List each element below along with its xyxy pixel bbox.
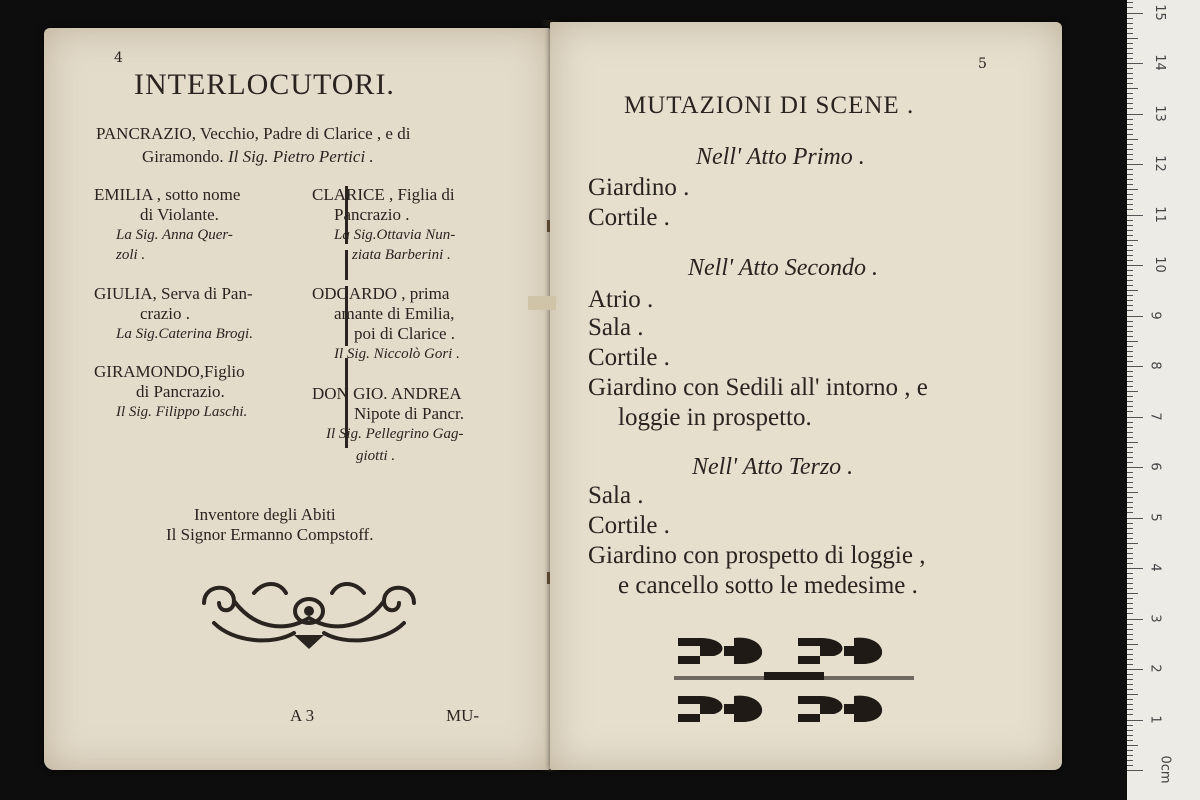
ruler-tick bbox=[1127, 725, 1133, 726]
ruler-tick bbox=[1127, 447, 1133, 448]
ruler-tick bbox=[1127, 417, 1143, 418]
ruler-tick bbox=[1127, 356, 1133, 357]
ruler-tick bbox=[1127, 740, 1133, 741]
ruler-tick bbox=[1127, 603, 1133, 604]
binding-thread bbox=[528, 296, 556, 310]
ruler-tick bbox=[1127, 437, 1133, 438]
ruler-tick bbox=[1127, 270, 1133, 271]
ruler-tick bbox=[1127, 553, 1133, 554]
column-divider bbox=[345, 250, 348, 280]
ruler-tick bbox=[1127, 215, 1143, 216]
ruler-tick bbox=[1127, 209, 1133, 210]
ruler-tick bbox=[1127, 659, 1133, 660]
ruler-label: 5 bbox=[1147, 512, 1163, 522]
scene-item: Giardino con Sedili all' intorno , e bbox=[588, 374, 928, 401]
ruler-tick bbox=[1127, 457, 1133, 458]
page-title: INTERLOCUTORI. bbox=[134, 68, 395, 101]
cast-role: Nipote di Pancr. bbox=[354, 404, 465, 423]
ruler-tick bbox=[1127, 709, 1133, 710]
ruler-tick bbox=[1127, 103, 1133, 104]
scene-item: Cortile . bbox=[588, 344, 670, 371]
scene-item: Sala . bbox=[588, 314, 644, 341]
ruler-tick bbox=[1127, 154, 1133, 155]
ruler-tick bbox=[1127, 38, 1138, 39]
ruler-tick bbox=[1127, 98, 1133, 99]
ruler-tick bbox=[1127, 629, 1133, 630]
ruler-tick bbox=[1127, 204, 1133, 205]
ruler-tick bbox=[1127, 174, 1133, 175]
ruler-tick bbox=[1127, 613, 1133, 614]
ruler-tick bbox=[1127, 58, 1133, 59]
ruler-tick bbox=[1127, 265, 1143, 266]
cast-performer: La Sig.Caterina Brogi. bbox=[116, 326, 253, 342]
ruler-tick bbox=[1127, 78, 1133, 79]
cast-entry-line: Giramondo. Il Sig. Pietro Pertici . bbox=[142, 147, 374, 166]
page-title: MUTAZIONI DI SCENE . bbox=[624, 92, 915, 119]
ruler-tick bbox=[1127, 310, 1133, 311]
ruler-label: 8 bbox=[1147, 361, 1163, 370]
ruler-tick bbox=[1127, 285, 1133, 286]
ruler-tick bbox=[1127, 664, 1133, 665]
ruler-tick bbox=[1127, 48, 1133, 49]
ruler-tick bbox=[1127, 563, 1133, 564]
ruler-tick bbox=[1127, 7, 1133, 8]
ruler-tick bbox=[1127, 477, 1133, 478]
ruler-label: 12 bbox=[1151, 155, 1167, 172]
binding-stitch bbox=[547, 572, 550, 584]
cast-role: di Pancrazio. bbox=[136, 382, 225, 401]
ruler-tick bbox=[1127, 432, 1133, 433]
ruler-tick bbox=[1127, 482, 1133, 483]
ruler-tick bbox=[1127, 245, 1133, 246]
ruler-tick bbox=[1127, 462, 1133, 463]
ruler-tick bbox=[1127, 336, 1133, 337]
ruler-tick bbox=[1127, 361, 1133, 362]
ruler-tick bbox=[1127, 164, 1143, 165]
ruler-tick bbox=[1127, 280, 1133, 281]
decorative-ornament bbox=[194, 573, 424, 651]
cast-performer: La Sig.Ottavia Nun- bbox=[334, 227, 456, 243]
ruler-tick bbox=[1127, 300, 1133, 301]
ruler-tick bbox=[1127, 654, 1133, 655]
ruler-tick bbox=[1127, 588, 1133, 589]
ruler-tick bbox=[1127, 235, 1133, 236]
ruler-tick bbox=[1127, 326, 1133, 327]
ruler-tick bbox=[1127, 583, 1133, 584]
ruler-tick bbox=[1127, 512, 1133, 513]
ruler-tick bbox=[1127, 18, 1133, 19]
scene-item: loggie in prospetto. bbox=[618, 404, 812, 431]
ruler-tick bbox=[1127, 295, 1133, 296]
page-number: 4 bbox=[114, 50, 123, 66]
ruler-tick bbox=[1127, 93, 1133, 94]
cast-name: EMILIA , sotto nome bbox=[94, 185, 241, 204]
ruler-tick bbox=[1127, 366, 1143, 367]
ruler-tick bbox=[1127, 255, 1133, 256]
ruler-tick bbox=[1127, 240, 1138, 241]
scene-item: Cortile . bbox=[588, 204, 670, 231]
ruler-tick bbox=[1127, 169, 1133, 170]
ruler-tick bbox=[1127, 23, 1133, 24]
ruler-tick bbox=[1127, 674, 1133, 675]
ruler-tick bbox=[1127, 88, 1138, 89]
cast-name: ODOARDO , prima bbox=[312, 284, 450, 303]
ruler-tick bbox=[1127, 720, 1143, 721]
ruler-tick bbox=[1127, 427, 1133, 428]
ruler-tick bbox=[1127, 396, 1133, 397]
cast-performer: La Sig. Anna Quer- bbox=[116, 227, 233, 243]
cast-performer: Il Sig. Niccolò Gori . bbox=[334, 346, 460, 362]
ruler-tick bbox=[1127, 401, 1133, 402]
ruler-tick bbox=[1127, 689, 1133, 690]
cast-performer: Il Sig. Filippo Laschi. bbox=[116, 404, 248, 420]
cast-role: di Violante. bbox=[140, 205, 219, 224]
ruler-tick bbox=[1127, 149, 1133, 150]
ruler-tick bbox=[1127, 184, 1133, 185]
catchword: MU- bbox=[446, 706, 480, 725]
ruler-tick bbox=[1127, 699, 1133, 700]
ruler-tick bbox=[1127, 422, 1133, 423]
ruler-tick bbox=[1127, 13, 1143, 14]
ruler-label: 4 bbox=[1147, 563, 1163, 572]
ruler-tick bbox=[1127, 159, 1133, 160]
ruler-tick bbox=[1127, 714, 1133, 715]
ruler-tick bbox=[1127, 704, 1133, 705]
ruler-tick bbox=[1127, 467, 1143, 468]
credit-line: Il Signor Ermanno Compstoff. bbox=[166, 525, 374, 544]
ruler-tick bbox=[1127, 442, 1138, 443]
ruler-label: 14 bbox=[1151, 54, 1167, 71]
ruler-tick bbox=[1127, 225, 1133, 226]
ruler-tick bbox=[1127, 230, 1133, 231]
ruler-label: 9 bbox=[1147, 310, 1163, 320]
ruler-tick bbox=[1127, 220, 1133, 221]
ruler-tick bbox=[1127, 391, 1138, 392]
ruler-label: 2 bbox=[1147, 664, 1163, 673]
ruler-tick bbox=[1127, 770, 1143, 771]
signature-mark: A 3 bbox=[290, 706, 315, 725]
ruler-tick bbox=[1127, 73, 1133, 74]
ruler-tick bbox=[1127, 452, 1133, 453]
ruler-tick bbox=[1127, 316, 1143, 317]
right-page bbox=[550, 22, 1062, 770]
ruler-tick bbox=[1127, 43, 1133, 44]
ruler-tick bbox=[1127, 108, 1133, 109]
ruler-tick bbox=[1127, 386, 1133, 387]
cast-role: poi di Clarice . bbox=[354, 324, 456, 343]
ruler-tick bbox=[1127, 371, 1133, 372]
ruler-tick bbox=[1127, 538, 1133, 539]
cast-performer: ziata Barberini . bbox=[352, 247, 451, 263]
act-heading: Nell' Atto Secondo . bbox=[688, 255, 878, 281]
ruler-label: 11 bbox=[1151, 205, 1167, 223]
ruler-tick bbox=[1127, 129, 1133, 130]
ruler-tick bbox=[1127, 331, 1133, 332]
scene-item: Atrio . bbox=[588, 286, 654, 313]
ruler-tick bbox=[1127, 68, 1133, 69]
ruler-tick bbox=[1127, 53, 1133, 54]
ruler-label: 7 bbox=[1147, 411, 1163, 421]
ruler-tick bbox=[1127, 745, 1138, 746]
ruler-tick bbox=[1127, 260, 1133, 261]
ruler-label: 3 bbox=[1147, 613, 1163, 623]
cast-role: amante di Emilia, bbox=[334, 304, 455, 323]
ruler-tick bbox=[1127, 487, 1133, 488]
ruler-tick bbox=[1127, 189, 1138, 190]
ruler-tick bbox=[1127, 765, 1133, 766]
ruler-tick bbox=[1127, 305, 1133, 306]
ruler-tick bbox=[1127, 507, 1133, 508]
ruler-tick bbox=[1127, 250, 1133, 251]
scene-item: Cortile . bbox=[588, 512, 670, 539]
ruler-tick bbox=[1127, 119, 1133, 120]
ruler-tick bbox=[1127, 502, 1133, 503]
ruler-tick bbox=[1127, 750, 1133, 751]
cast-name: DON GIO. ANDREA bbox=[312, 384, 462, 403]
act-heading: Nell' Atto Terzo . bbox=[692, 454, 854, 480]
ruler-label: 10 bbox=[1151, 256, 1167, 273]
ruler-tick bbox=[1127, 624, 1133, 625]
ruler-tick bbox=[1127, 735, 1133, 736]
cast-role: Pancrazio . bbox=[334, 205, 410, 224]
ruler-label: 0cm bbox=[1157, 755, 1173, 784]
ruler-tick bbox=[1127, 194, 1133, 195]
ruler-tick bbox=[1127, 124, 1133, 125]
ruler-tick bbox=[1127, 634, 1133, 635]
ruler-tick bbox=[1127, 2, 1133, 3]
ruler-tick bbox=[1127, 518, 1143, 519]
ruler-tick bbox=[1127, 341, 1138, 342]
credit-line: Inventore degli Abiti bbox=[194, 505, 336, 524]
ruler-tick bbox=[1127, 275, 1133, 276]
ruler-tick bbox=[1127, 114, 1143, 115]
ruler-tick bbox=[1127, 33, 1133, 34]
ruler-tick bbox=[1127, 593, 1138, 594]
cast-entry-line: PANCRAZIO, Vecchio, Padre di Clarice , e di bbox=[96, 124, 411, 143]
ruler-label: 1 bbox=[1147, 714, 1163, 724]
ruler-tick bbox=[1127, 321, 1133, 322]
ruler-tick bbox=[1127, 411, 1133, 412]
ruler-label: 6 bbox=[1147, 462, 1163, 471]
ruler-tick bbox=[1127, 381, 1133, 382]
ruler-tick bbox=[1127, 528, 1133, 529]
ruler-tick bbox=[1127, 139, 1138, 140]
binding-stitch bbox=[547, 220, 550, 232]
ruler-tick bbox=[1127, 755, 1133, 756]
ruler-tick bbox=[1127, 523, 1133, 524]
ruler-tick bbox=[1127, 472, 1133, 473]
left-page bbox=[44, 28, 550, 770]
ruler-tick bbox=[1127, 608, 1133, 609]
cast-performer: zoli . bbox=[116, 247, 146, 263]
ruler-tick bbox=[1127, 568, 1143, 569]
ruler-label: 13 bbox=[1151, 104, 1167, 122]
cast-role: crazio . bbox=[140, 304, 191, 323]
ruler-tick bbox=[1127, 598, 1133, 599]
ruler-tick bbox=[1127, 179, 1133, 180]
decorative-ornament bbox=[674, 632, 914, 734]
ruler-tick bbox=[1127, 558, 1133, 559]
act-heading: Nell' Atto Primo . bbox=[696, 144, 865, 170]
ruler-tick bbox=[1127, 346, 1133, 347]
ruler-tick bbox=[1127, 543, 1138, 544]
scene-item: Giardino . bbox=[588, 174, 690, 201]
ruler-tick bbox=[1127, 548, 1133, 549]
ruler-tick bbox=[1127, 694, 1138, 695]
cast-name: GIULIA, Serva di Pan- bbox=[94, 284, 253, 303]
ruler-tick bbox=[1127, 63, 1143, 64]
ruler-tick bbox=[1127, 406, 1133, 407]
ruler-tick bbox=[1127, 684, 1133, 685]
ruler-tick bbox=[1127, 83, 1133, 84]
cast-performer: giotti . bbox=[356, 448, 396, 464]
ruler-tick bbox=[1127, 639, 1133, 640]
scene-item: Sala . bbox=[588, 482, 644, 509]
ruler-tick bbox=[1127, 290, 1138, 291]
ruler-label: 15 bbox=[1151, 3, 1167, 21]
ruler-tick bbox=[1127, 492, 1138, 493]
cast-name: CLARICE , Figlia di bbox=[312, 185, 455, 204]
ruler-tick bbox=[1127, 669, 1143, 670]
ruler-tick bbox=[1127, 573, 1133, 574]
ruler-tick bbox=[1127, 679, 1133, 680]
ruler-tick bbox=[1127, 497, 1133, 498]
ruler-tick bbox=[1127, 351, 1133, 352]
measurement-ruler bbox=[1127, 0, 1200, 800]
ruler-tick bbox=[1127, 134, 1133, 135]
ruler-tick bbox=[1127, 533, 1133, 534]
cast-name: GIRAMONDO,Figlio bbox=[94, 362, 245, 381]
ruler-tick bbox=[1127, 144, 1133, 145]
ruler-tick bbox=[1127, 649, 1133, 650]
ruler-tick bbox=[1127, 376, 1133, 377]
ruler-tick bbox=[1127, 199, 1133, 200]
scene-item: Giardino con prospetto di loggie , bbox=[588, 542, 926, 569]
ruler-tick bbox=[1127, 28, 1133, 29]
ruler-tick bbox=[1127, 578, 1133, 579]
ruler-tick bbox=[1127, 619, 1143, 620]
cast-performer: Il Sig. Pellegrino Gag- bbox=[326, 426, 464, 442]
ruler-tick bbox=[1127, 644, 1138, 645]
scene-item: e cancello sotto le medesime . bbox=[618, 572, 918, 599]
page-number: 5 bbox=[978, 56, 987, 72]
ruler-tick bbox=[1127, 730, 1133, 731]
ruler-tick bbox=[1127, 760, 1133, 761]
